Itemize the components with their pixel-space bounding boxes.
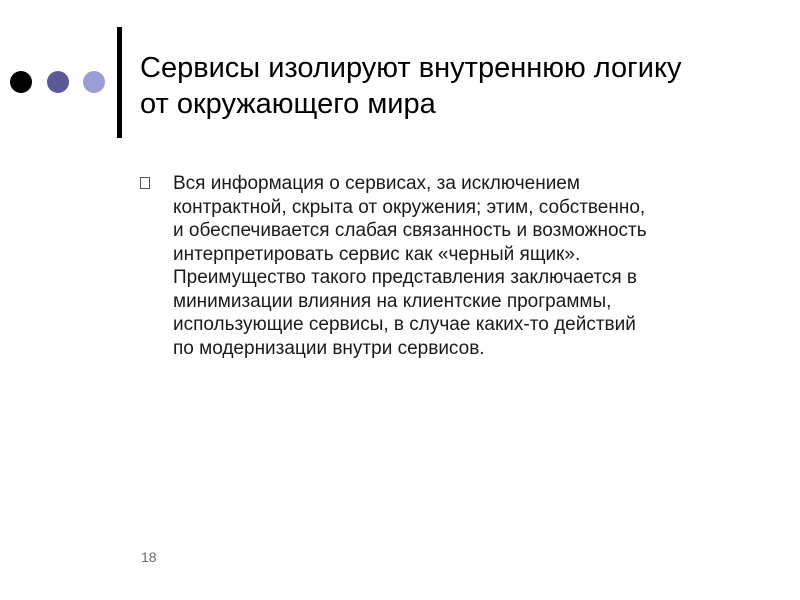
bullet-square-icon: [140, 177, 150, 189]
slide-title-line: от окружающего мира: [140, 88, 436, 120]
bullet-text-line: по модернизации внутри сервисов.: [173, 337, 485, 359]
slide-title-line: Сервисы изолируют внутреннюю логику: [140, 52, 682, 84]
title-divider-bar: [117, 27, 122, 138]
bullet-text-line: и обеспечивается слабая связанность и возможность: [173, 220, 647, 241]
page-number: 18: [141, 549, 157, 565]
bullet-text-line: контрактной, скрыта от окружения; этим, собственно,: [173, 196, 646, 218]
bullet-text-line: Преимущество такого представления заключается в: [173, 267, 638, 288]
bullet-text: [173, 172, 760, 360]
bullet-text-line: использующие сервисы, в случае каких-то действий: [173, 314, 636, 335]
bullet-text-line: минимизации влияния на клиентские программы,: [173, 290, 612, 312]
slide-content: [140, 172, 760, 360]
bullet-text-line: интерпретировать сервис как «черный ящик».: [173, 243, 581, 265]
slide-title: [140, 50, 780, 122]
black-dot-icon: [10, 71, 32, 93]
dark-purple-dot-icon: [47, 71, 69, 93]
decorative-dots: [10, 71, 106, 95]
bullet-text-line: Вся информация о сервисах, за исключением: [173, 173, 580, 194]
light-purple-dot-icon: [83, 71, 105, 93]
bullet-item: [140, 172, 760, 360]
